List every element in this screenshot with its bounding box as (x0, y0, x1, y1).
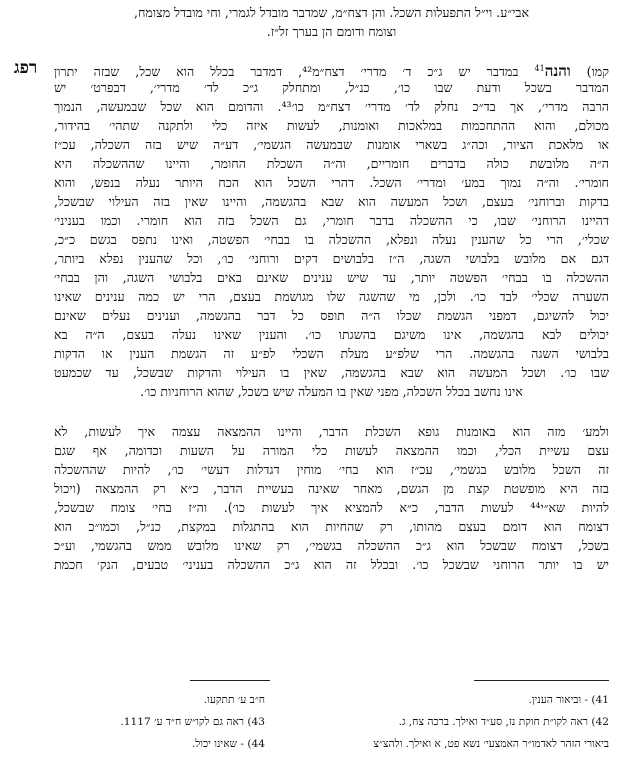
text-line: יכול להשיגם, דמפני הגשמת שכלו ה״ה תופס כל דבר בהגשמה, וענינים נעלים שאינם (54, 308, 609, 323)
text-line: בשכל, דצומח שבשכל הוא ג״כ ההשכלה בגשמי׳, רק שאינו מלובש ממש בהגשמי, וע״כ (54, 538, 609, 553)
footnote-divider-left (190, 680, 270, 681)
text-line: ההשכלה בו בבחי׳ הפשטה יותר, עד שיש ענינים שאינם באים בלבושי השגה, והן בבחי׳ (54, 270, 609, 285)
text-line: זה השכל מלובש בגשמי׳, עכ״ז הוא בחי׳ מוחין דגדלות דעשי׳ כו׳, להיות שההשכלה (54, 462, 609, 477)
text-line: יכולים לבא בהגשמה, אינו משיגם בהשגתו כו׳. והענין שאינו נעלה בעצם, ה״ה בא (54, 327, 609, 342)
text-line: עצם עשיית הכלי, וכמו ההמצאה לעשות כלי המורה על השעות וכדומה, אף שגם (54, 443, 609, 458)
text-line: בדקות וברוחני׳ בעצם, ושכל המעשה הוא שבא בהגשמה, והיינו שאין בזה העילוי שבשכל, (54, 194, 609, 209)
text-line: שבו כו׳. ושכל המעשה הוא שבא בהגשמה, שאין בו העילוי והדקות שבשכל, עד שכמעט (54, 365, 609, 380)
text-line: דגם אם מלובש בלבושי השגה, ה״ז בלבושים דקים ורוחני׳ כו׳, וכל שהענין נפלא ביותר, (54, 251, 609, 266)
text-line: ולמע׳ מזה הוא באומנות גופא השכלת הדבר, והיינו ההמצאה עצמה איך לעשות, לא (54, 424, 609, 439)
opening-word: והנה (544, 62, 571, 81)
text-line: שכלי׳, הרי כל שהענין נעלה ונפלא, ההשכלה בו בבחי׳ הפשטה, ואינו נתפס בגשם כ״כ, (54, 232, 609, 247)
text-line: יש בו יותר הרוחני שבשכל כו׳. ובכלל זה הוא ג״כ ההשכלה בעניני׳ טבעים, הנק׳ חכמת (54, 557, 609, 572)
footnote-42-cont: ביאורי הזהר לאדמו״ר האמצעי׳ נשא פט, א ואילך. ולהצ״צ (373, 738, 609, 750)
text-line: חומרי׳. וה״ה נמוך במע׳ ומדרי׳ השכל. דהרי השכל הוא הכח היותר נעלה בנפש, והוא (54, 175, 609, 190)
text-line: ה״ה מלובשת כולה בדברים חומריים, וה״ה השכלת החומר, והיינו שההשכלה היא (54, 156, 609, 171)
footnote-44: 44) - שאינו יכול. (191, 738, 265, 750)
text-line: מכולם, והוא ההתחכמות במלאכות ואומנות, לעשות איזה כלי ולתקנה שתהי׳ בהידור, (54, 118, 609, 133)
margin-section-label: רפג (14, 58, 38, 78)
text-line: דהיינו הרוחני׳ שבו, כי ההשכלה בדבר חומרי, גם השכל בזה הוא חומרי. וכמו בעניני׳ (54, 213, 609, 228)
section-number: קמו) (586, 64, 609, 80)
text-line: אינו נחשב בכלל השכלה, מפני שאין בו המעלה שיש בשכל, שהוא הרוחניות כו׳. (140, 384, 523, 399)
text-line: השערה שכלי׳ לבד כו׳. ולכן, מי שהשגה שלו מגושמת בעצם, הרי יש כמה ענינים שאינו (54, 289, 609, 304)
text-line: הרבה מדרי׳, אך בד״כ נחלק לד׳ מדרי׳ דצח״מ כו׳⁴³. והדומם הוא שכל שבמעשה, הנמוך (54, 99, 609, 114)
text-line: בזה היא מופשטת קצת מן הגשם, מאחר שאינה בעשיית הדבר, כ״א רק ההמצאה (ויכול (54, 481, 609, 496)
footnote-42: 42) ראה לקו״ת חוקת נז, סע״ד ואילך. ברכה צח, ג. (398, 716, 609, 728)
text-line: המדבר בשכל ודעת שבו כו׳, כנ״ל, ומתחלק ג״כ לד׳ מדרי׳, דבפרט׳ יש (54, 80, 609, 95)
text-line: דצומח הוא דומם בעצם מהותו, רק שהחיות הוא בהתגלות במקצת, כנ״ל, וכמו״כ הוא (54, 519, 609, 534)
text-line: או מלאכת הציור, וכה״ג בשארי אומנות שבמעשה הגשמי׳, דע״ה שיש בזה השכלה, עכ״ז (54, 137, 609, 152)
text-line: במדבר יש ג״כ ד׳ מדרי׳ דצח״מ⁴², דמדבר בכלל הוא שכל, שבזה יתרון (54, 64, 519, 80)
footnote-ref: 41 (534, 64, 545, 73)
text-line: וצומח ודומם הן בערך זל״ז. (266, 24, 397, 39)
footnote-divider-right (474, 680, 609, 681)
text-line: להיות שא״י⁴⁴ לעשות הדבר, כ״א להמציא איך לעשות כו׳). וה״ז בחי׳ צומח שבשכל, (54, 500, 609, 515)
footnote-42-end: ח״ב ע׳ תתקעו. (203, 694, 265, 706)
footnote-41: 41) - וביאור הענין. (528, 694, 609, 706)
paragraph-opening-line (54, 60, 609, 81)
text-line: אבי״ע. וי״ל התפעלות השכל. והן דצח״מ, שמדבר מובדל לגמרי, וחי מובדל מצומח, (133, 5, 530, 20)
footnote-43: 43) ראה גם לקו״ש ח״ד ע׳ 1117. (120, 716, 265, 728)
text-line: בלבושי השגה בהגשמה. הרי שלפ״ע מעלת השכלי לפ״ע זה הגשמת הענין או הדקות (54, 346, 609, 361)
